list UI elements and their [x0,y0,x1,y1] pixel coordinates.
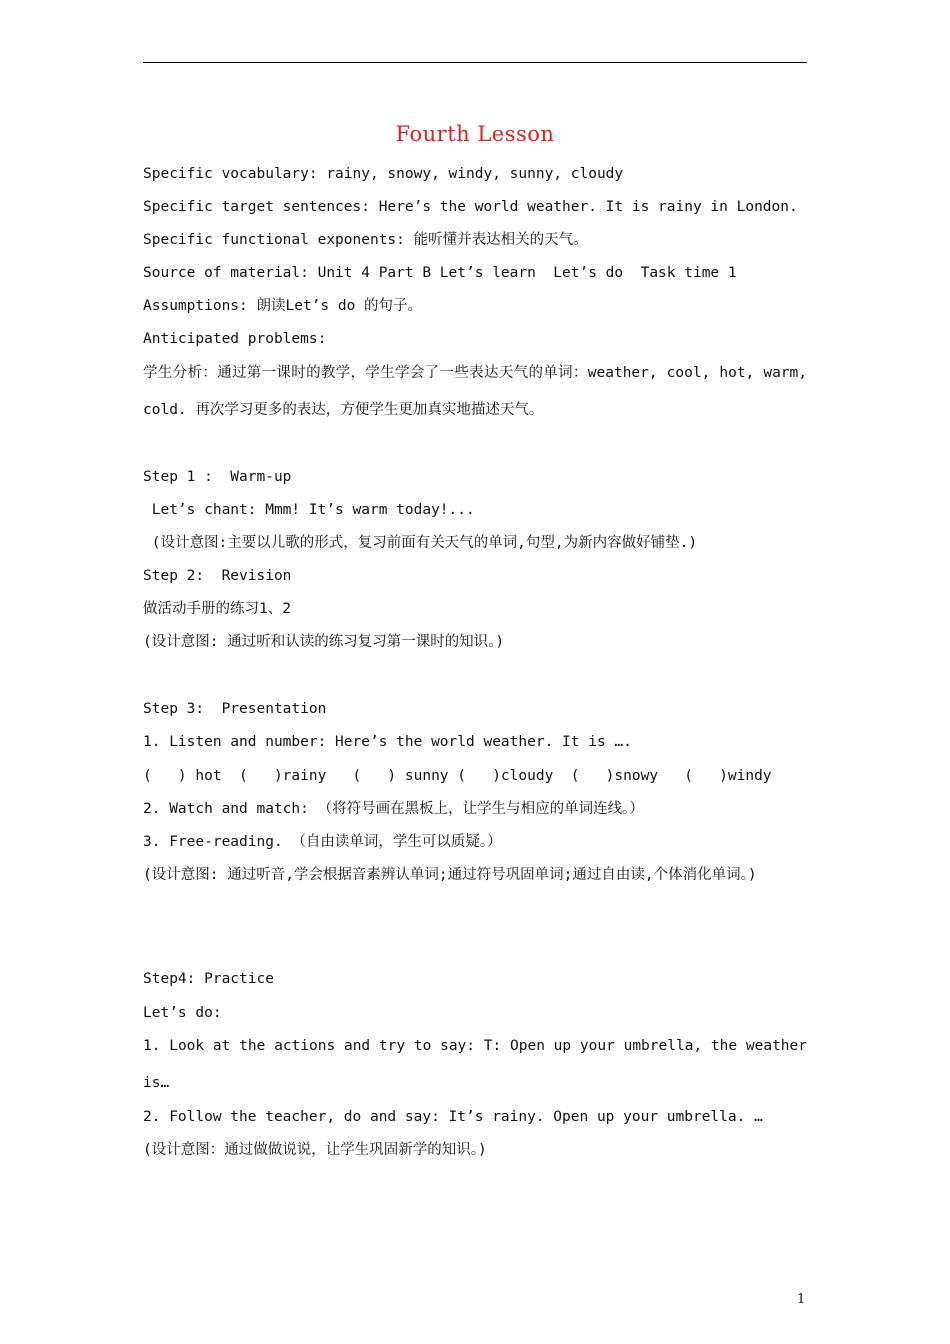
step3-numbering-blanks: ( ) hot ( )rainy ( ) sunny ( )cloudy ( )snowy ( )windy [143,768,772,784]
assumptions-line: Assumptions: 朗读Let’s do 的句子。 [143,298,423,314]
step4-item1: 1. Look at the actions and try to say: T: Open up your umbrella, the weather is… [143,1038,807,1091]
step4-heading: Step4: Practice [143,971,274,987]
anticipated-problems-line: Anticipated problems: [143,331,327,347]
step2-heading: Step 2: Revision [143,568,292,584]
source-line: Source of material: Unit 4 Part B Let’s learn Let’s do Task time 1 [143,265,737,281]
step4-lets-do: Let’s do: [143,1005,222,1021]
header-rule [143,62,807,63]
step3-intent: (设计意图: 通过听音,学会根据音素辨认单词;通过符号巩固单词;通过自由读,个体消化单词。) [143,867,757,883]
vocabulary-line: Specific vocabulary: rainy, snowy, windy, sunny, cloudy [143,166,624,182]
functional-exponents-line: Specific functional exponents: 能听懂并表达相关的天气。 [143,232,588,248]
step3-heading: Step 3: Presentation [143,701,327,717]
student-analysis-paragraph: 学生分析：通过第一课时的教学，学生学会了一些表达天气的单词：weather, cool, hot, warm, cold. 再次学习更多的表达，方便学生更加真实地描述天气。 [143,365,807,418]
page-number: 1 [797,1292,806,1307]
step3-item3: 3. Free-reading. （自由读单词，学生可以质疑。） [143,834,502,850]
step4-intent: (设计意图：通过做做说说，让学生巩固新学的知识。) [143,1142,487,1158]
target-sentences-line: Specific target sentences: Here’s the world weather. It is rainy in London. [143,199,798,215]
step1-intent: (设计意图:主要以儿歌的形式，复习前面有关天气的单词,句型,为新内容做好铺垫.) [143,535,698,551]
step3-item2: 2. Watch and match: （将符号画在黑板上，让学生与相应的单词连线。） [143,801,644,817]
step2-task: 做活动手册的练习1、2 [143,601,291,617]
step1-heading: Step 1 : Warm-up [143,469,292,485]
step1-chant: Let’s chant: Mmm! It’s warm today!... [143,502,475,518]
step2-intent: (设计意图: 通过听和认读的练习复习第一课时的知识。) [143,634,505,650]
step4-item2: 2. Follow the teacher, do and say: It’s rainy. Open up your umbrella. … [143,1109,763,1125]
lesson-title: Fourth Lesson [395,122,555,146]
step3-item1: 1. Listen and number: Here’s the world weather. It is …. [143,734,632,750]
